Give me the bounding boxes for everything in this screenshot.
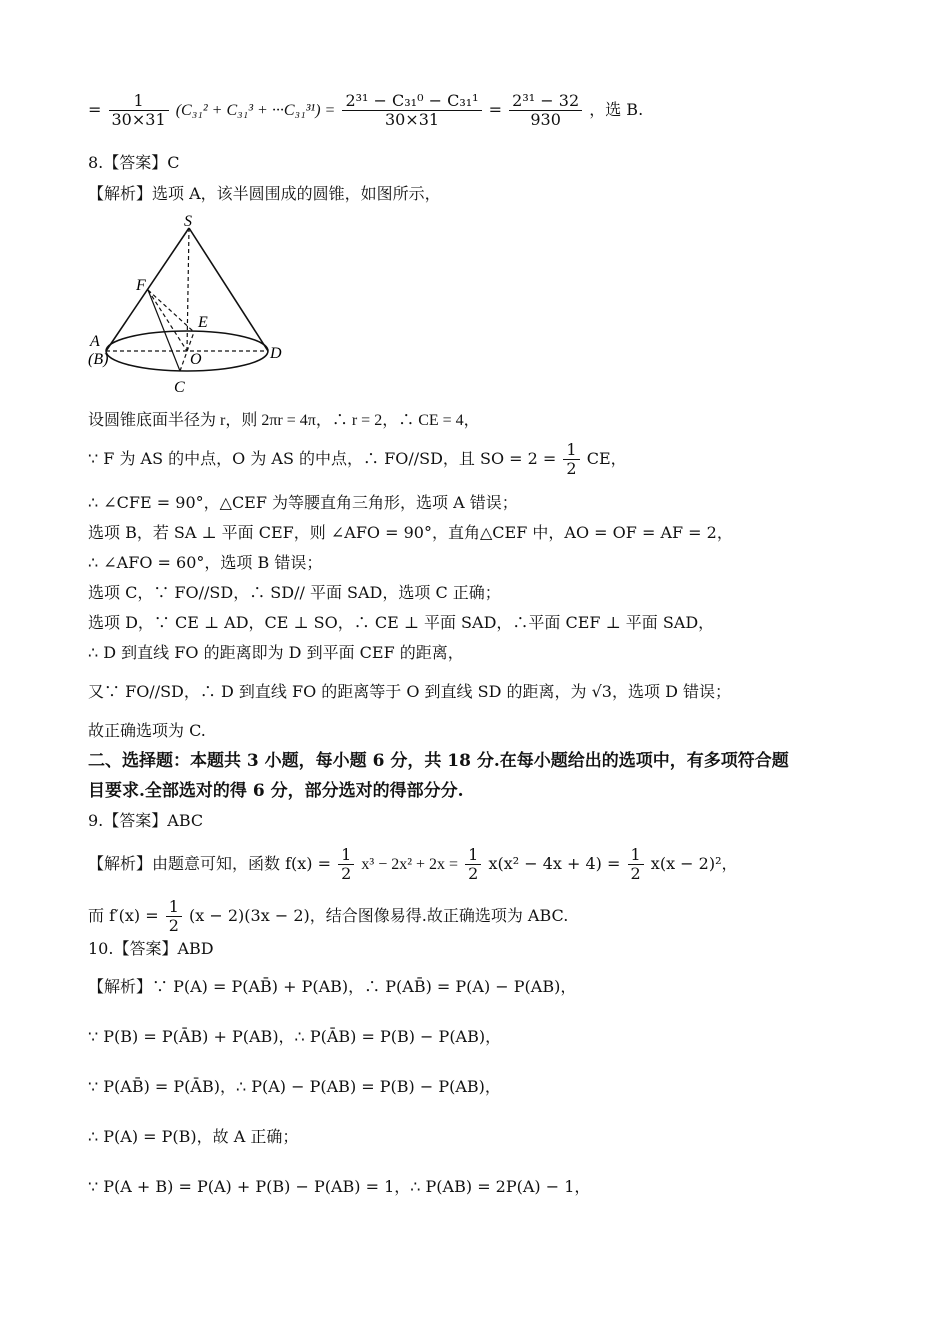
q9-line-2 (88, 898, 568, 935)
q9-half-4-den: 2 (168, 916, 179, 935)
q9-line-1-text-d: x(x − 2)²， (650, 854, 738, 873)
fraction-3 (509, 92, 582, 129)
fraction-2-numerator: 2³¹ − C₃₁⁰ − C₃₁¹ (342, 92, 481, 111)
cone-edge-right (189, 228, 268, 351)
fraction-3-denominator: 930 (530, 110, 561, 129)
cone-figure (86, 214, 286, 396)
label-b: (B) (88, 351, 109, 368)
half-numerator: 1 (563, 441, 579, 460)
q8-line-10: 故正确选项为 C. (88, 721, 206, 740)
label-d: D (270, 345, 282, 362)
choice-b-text: ，选 B. (589, 100, 644, 119)
q10-line-1: 【解析】∵ P(A) = P(AB̄) + P(AB)，∴ P(AB̄) = P(A) − P(AB)， (88, 977, 577, 996)
label-e: E (198, 314, 208, 331)
q9-line-1-text-a: 【解析】由题意可知，函数 f(x) = (88, 854, 332, 873)
q8-line-2-text-b: CE， (586, 449, 627, 468)
binomial-sum: (C₃₁² + C₃₁³ + ···C₃₁³¹) = (175, 102, 336, 119)
q8-line-7: 选项 D，∵ CE ⊥ AD，CE ⊥ SO，∴ CE ⊥ 平面 SAD，∴平面 CEF ⊥ 平面 SAD， (88, 613, 715, 632)
equals-sign: = (88, 100, 102, 119)
q9-line-2-text-b: (x − 2)(3x − 2)，结合图像易得.故正确选项为 ABC. (189, 906, 569, 925)
fraction-3-numerator: 2³¹ − 32 (509, 92, 582, 111)
q8-line-5: ∴ ∠AFO = 60°，选项 B 错误； (88, 553, 323, 572)
q8-line-9: 又∵ FO//SD，∴ D 到直线 FO 的距离等于 O 到直线 SD 的距离，为 √3，选项 D 错误； (88, 682, 731, 701)
q10-line-3: ∵ P(AB̄) = P(ĀB)，∴ P(A) − P(AB) = P(B) − P(AB)， (88, 1077, 501, 1096)
q9-line-1-text-c: x(x² − 4x + 4) = (488, 854, 621, 873)
fraction-1 (109, 92, 169, 129)
q9-half-3-num: 1 (628, 846, 644, 865)
q9-half-3 (628, 846, 644, 883)
q9-line-1 (88, 846, 738, 883)
section-2-heading-line-2: 目要求.全部选对的得 6 分，部分选对的得部分分. (88, 781, 464, 801)
label-o: O (190, 351, 202, 368)
sum-formula-line (88, 92, 643, 129)
fraction-1-numerator: 1 (109, 92, 169, 111)
fraction-1-denominator: 30×31 (111, 110, 166, 129)
q8-line-2 (88, 441, 627, 478)
q9-half-1-num: 1 (338, 846, 354, 865)
q9-answer: 9.【答案】ABC (88, 811, 204, 830)
q9-half-4 (166, 898, 182, 935)
q9-half-2 (465, 846, 481, 883)
fraction-2-denominator: 30×31 (384, 110, 440, 129)
label-c: C (174, 379, 185, 396)
q8-line-1: 设圆锥底面半径为 r，则 2πr = 4π，∴ r = 2，∴ CE = 4， (88, 412, 480, 429)
q9-half-2-num: 1 (465, 846, 481, 865)
q9-line-2-text-a: 而 f′(x) = (88, 906, 159, 925)
q9-half-1-den: 2 (341, 864, 352, 883)
half-fraction (563, 441, 579, 478)
q8-line-6: 选项 C，∵ FO//SD，∴ SD// 平面 SAD，选项 C 正确； (88, 583, 501, 602)
q9-half-4-num: 1 (166, 898, 182, 917)
section-2-heading-line-1: 二、选择题：本题共 3 小题，每小题 6 分，共 18 分.在每小题给出的选项中，有多项符合题 (88, 751, 789, 771)
q8-line-4: 选项 B，若 SA ⊥ 平面 CEF，则 ∠AFO = 90°，直角△CEF 中，AO = OF = AF = 2， (88, 523, 733, 542)
label-s: S (184, 214, 192, 230)
cone-edge-left (106, 228, 189, 351)
half-denominator: 2 (566, 459, 577, 478)
cone-axis (187, 228, 189, 351)
q8-line-8: ∴ D 到直线 FO 的距离即为 D 到平面 CEF 的距离， (88, 643, 464, 662)
q9-half-2-den: 2 (468, 864, 479, 883)
fraction-2 (342, 92, 481, 129)
q9-line-1-text-b: x³ − 2x² + 2x = (361, 856, 459, 873)
label-a: A (90, 333, 100, 350)
q9-half-1 (338, 846, 354, 883)
q8-answer: 8.【答案】C (88, 153, 180, 172)
q10-line-5: ∵ P(A + B) = P(A) + P(B) − P(AB) = 1，∴ P(AB) = 2P(A) − 1， (88, 1177, 591, 1196)
equals-sign-2: = (488, 100, 503, 119)
q8-line-3: ∴ ∠CFE = 90°，△CEF 为等腰直角三角形，选项 A 错误； (88, 493, 518, 512)
q10-line-4: ∴ P(A) = P(B)，故 A 正确； (88, 1127, 299, 1146)
q10-line-2: ∵ P(B) = P(ĀB) + P(AB)，∴ P(ĀB) = P(B) − P(AB)， (88, 1027, 502, 1046)
q8-line-2-text-a: ∵ F 为 AS 的中点，O 为 AS 的中点，∴ FO//SD，且 SO = 2 = (88, 449, 557, 468)
q8-intro: 【解析】选项 A，该半圆围成的圆锥，如图所示， (88, 184, 441, 203)
q10-answer: 10.【答案】ABD (88, 939, 214, 958)
q9-half-3-den: 2 (630, 864, 641, 883)
label-f: F (136, 277, 146, 294)
